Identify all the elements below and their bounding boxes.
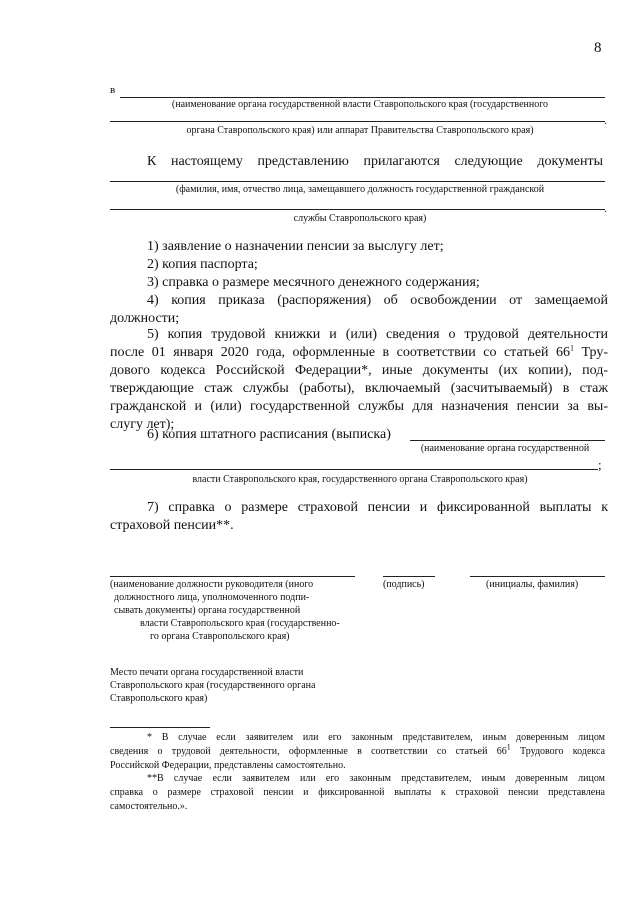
position-caption-line-4: власти Ставропольского края (государственно- [140,618,340,629]
item-6-line-2-semicolon: ; [598,457,602,472]
position-caption-line-2: должностного лица, уполномоченного подпи- [114,592,310,603]
footnote-2-line-3: самостоятельно.». [110,801,188,812]
name-caption: (инициалы, фамилия) [486,579,579,590]
name-line [470,576,605,577]
item-5-line-5: гражданской и (или) государственной службы для назначения пенсии за вы- [110,399,608,414]
person-caption-2: службы Ставропольского края) [293,213,427,224]
item-5-line-2: после 01 января 2020 года, оформленные в соответствии со статьей $66^1$ Тру- [110,343,609,360]
footnote-2-line-2: справка о размере страховой пенсии и фиксированной выплаты к страховой пенсии представлена [110,787,605,798]
item-6-caption-1: (наименование органа государственной [420,443,590,454]
item-6: 6) копия штатного расписания (выписка) [147,427,391,442]
position-line [110,576,355,577]
person-line-2-dot: . [604,201,607,215]
item-5-line-3: дового кодекса Российской Федерации*, иные документы (их копии), под- [110,363,608,378]
footnote-1-line-2: сведения о трудовой деятельности, оформленные в соответствии со статьей $66^1$ Трудового кодекса [110,742,606,757]
item-3: 3) справка о размере месячного денежного содержания; [147,275,480,290]
signature-caption: (подпись) [383,579,425,590]
person-caption-1: (фамилия, имя, отчество лица, замещавшего должность государственной гражданской [175,184,545,195]
page-number: 8 [594,40,602,56]
item-5-line-1: 5) копия трудовой книжки и (или) сведения о трудовой деятельности [147,327,608,342]
stamp-note [110,666,370,705]
item-6-line-2 [110,469,598,470]
footnote-1-line-1: * В случае если заявителем или его законным представителем, иным доверенным лицом [147,732,605,743]
item-7-line-1: 7) справка о размере страховой пенсии и фиксированной выплаты к [147,500,608,515]
person-line-2 [110,209,605,210]
item-5-line-6: слугу лет); [110,417,175,432]
addressee-prefix: в [110,84,116,96]
stamp-note-line-1: Место печати органа государственной власти [110,667,304,678]
footnote-1-line-3: Российской Федерации, представлены самостоятельно. [110,760,346,771]
person-line-1 [110,181,605,182]
intro-sentence: К настоящему представлению прилагаются следующие документы [147,154,603,169]
item-7-line-2: страховой пенсии**. [110,518,234,533]
footnote-2-line-1: **В случае если заявителем или его законным представителем, иным доверенным лицом [147,773,605,784]
item-6-line-1 [410,440,605,441]
position-caption-line-5: го органа Ставропольского края) [150,631,290,642]
stamp-note-line-3: Ставропольского края) [110,693,208,704]
item-4-line-2: должности; [110,311,180,326]
position-caption-line-1: (наименование должности руководителя (иного [110,579,314,590]
stamp-note-line-2: Ставропольского края (государственного органа [110,680,316,691]
item-5-line-4: тверждающие стаж службы (работы), включаемый (засчитываемый) в стаж [110,381,608,396]
item-2: 2) копия паспорта; [147,257,258,272]
item-1: 1) заявление о назначении пенсии за выслугу лет; [147,239,444,254]
addressee-line-2-dot: . [604,113,607,127]
addressee-caption-2: органа Ставропольского края) или аппарат Правительства Ставропольского края) [186,125,534,136]
addressee-line-2 [110,121,605,122]
position-caption [110,578,360,643]
addressee-caption-1: (наименование органа государственной власти Ставропольского края (государственного [171,99,549,110]
item-4-line-1: 4) копия приказа (распоряжения) об освобождении от замещаемой [147,293,608,308]
footnote-separator [110,727,210,728]
signature-line [383,576,435,577]
item-6-caption-2: власти Ставропольского края, государственного органа Ставропольского края) [192,474,528,485]
position-caption-line-3: сывать документы) органа государственной [114,605,301,616]
